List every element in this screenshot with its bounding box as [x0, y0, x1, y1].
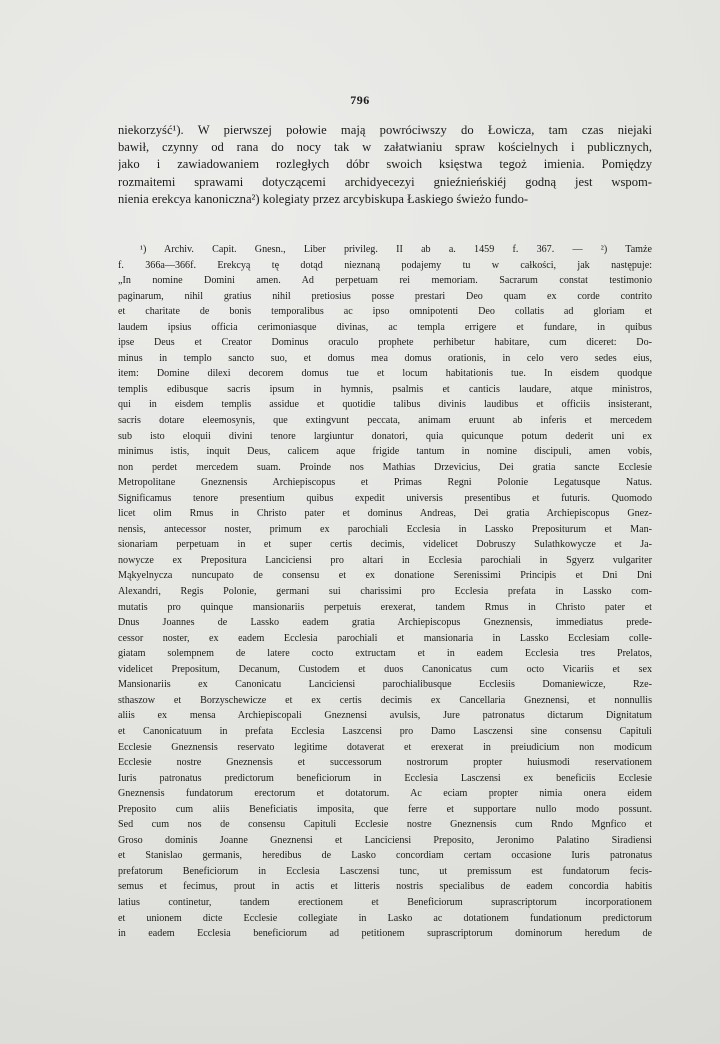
footnote-line: „In nomine Domini amen. Ad perpetuam rei memoriam. Sacrarum constat testimonio: [118, 275, 652, 287]
footnote-line: Iuris patronatus predictorum beneficiorum in Ecclesia Lasczensi ex beneficiis Ecclesie: [118, 772, 652, 784]
footnote-line: Significamus tenore presentium quibus expedit universis presentibus et futuris. Quomodo: [118, 492, 652, 504]
footnote-line: et Stanislao germanis, heredibus de Lasko concordiam certam occasione Iuris patronatus: [118, 850, 652, 862]
footnote-line: laudem ipsius officia cerimoniasque divinas, ac templa errigere et fundare, in quibus: [118, 321, 652, 333]
footnote-line: et unionem dicte Ecclesie collegiate in Lasko ac dotationem fundationum predictorum: [118, 912, 652, 924]
main-text-block: [118, 122, 652, 208]
footnote-line: f. 366a—366f. Erekcyą tę dotąd nieznaną podajemy tu w całkości, jak następuje:: [118, 259, 652, 271]
footnote-line: qui in eisdem templis assidue et quotidie talibus divinis laudibus et officiis insisterant,: [118, 399, 652, 411]
footnote-line: sacris dotare eleemosynis, que extingvunt peccata, animam eruunt ab inferis et mercedem: [118, 415, 652, 427]
footnote-line: templis edibusque sacris ipsum in hymnis, psalmis et canticis laudare, atque ministros,: [118, 383, 652, 395]
footnote-line: nowycze ex Prepositura Lanciciensi pro altari in Ecclesia parochiali in Sgyerz vulgariter: [118, 554, 652, 566]
footnotes-block: [118, 242, 652, 942]
footnote-line: Preposito cum aliis Beneficiatis imposita, que ferre et supportare nullo modo possunt.: [118, 803, 652, 815]
footnote-line: aliis ex mensa Archiepiscopali Gneznensi avulsis, Jure patronatus dictarum Dignitatum: [118, 710, 652, 722]
footnote-line: et Canonicatuum in prefata Ecclesia Laszcensi pro Damo Lasczensi sine consensu Capituli: [118, 725, 652, 737]
footnote-line: non perdet mercedem suam. Proinde nos Mathias Drzevicius, Dei gratia sancte Ecclesie: [118, 461, 652, 473]
footnote-line: Ecclesie Gneznensis reservato legitime dotaverat et erexerat in preiudicium non modicum: [118, 741, 652, 753]
footnote-line: ¹) Archiv. Capit. Gnesn., Liber privileg. II ab a. 1459 f. 367. — ²) Tamże: [140, 244, 652, 255]
footnote-line: paginarum, nihil gratius nihil pretiosius posse prestari Deo quam ex corde contrito: [118, 290, 652, 302]
main-text-line: bawił, czynny od rana do nocy tak w załatwianiu spraw kościelnych i publicznych,: [118, 140, 652, 155]
footnote-line: sionariam perpetuam in et super certis decimis, videlicet Dobruszy Sulathkowycze et Ja-: [118, 539, 652, 551]
footnote-line: latius continetur, tandem erectionem et Beneficiorum suprascriptorum incorporationem: [118, 896, 652, 908]
footnote-line: sub isto eloquii divini tenore largiuntur donatori, quia quicunque potum dederit uni ex: [118, 430, 652, 442]
footnote-line: Groso dominis Joanne Gneznensi et Lanciciensi Preposito, Jeronimo Palatino Siradiensi: [118, 834, 652, 846]
footnote-line: videlicet Prepositum, Decanum, Custodem et duos Canonicatus cum octo Vicariis et sex: [118, 663, 652, 675]
footnote-line: et charitate de bonis temporalibus ac ipso omnipotenti Deo collatis ad gloriam et: [118, 306, 652, 318]
footnote-line: Gneznensis fundatorum erectorum et dotatorum. Ac eciam propter nimia onera eidem: [118, 788, 652, 800]
footnote-line: item: Domine dilexi decorem domus tue et locum habitationis tue. In eisdem quodque: [118, 368, 652, 380]
footnote-line: in eadem Ecclesia beneficiorum ad petitionem suprascriptorum dominorum heredum de: [118, 928, 652, 940]
footnote-line: Sed cum nos de consensu Capituli Ecclesie nostre Gneznensis cum Rndo Mgnfico et: [118, 819, 652, 831]
footnote-line: nensis, antecessor noster, primum ex parochiali Ecclesia in Lassko Prepositurum et Man-: [118, 523, 652, 535]
footnote-line: semus et fecimus, prout in actis et litteris nostris specialibus de eadem concordia habitis: [118, 881, 652, 893]
footnote-line: licet olim Rmus in Christo pater et dominus Andreas, Dei gratia Archiepiscopus Gnez-: [118, 508, 652, 520]
footnote-line: cessor noster, ex eadem Ecclesia parochiali et mansionaria in Lassko Ecclesiam colle-: [118, 632, 652, 644]
footnote-line: Mąkyelnycza nuncupato de consensu et ex donatione Serenissimi Principis et Dni Dni: [118, 570, 652, 582]
footnote-line: sthaszow et Borzyschewicze et ex certis decimis ex Cancellaria Gneznensi, et nonnullis: [118, 694, 652, 706]
footnote-line: Ecclesie nostre Gneznensis et successorum nostrorum propter huiusmodi reservationem: [118, 757, 652, 769]
footnote-line: giatam solempnem de latere cocto extructam et in eadem Ecclesia tres Prelatos,: [118, 648, 652, 660]
footnote-line: minimus istis, inquit Deus, calicem aque frigide tantum in nomine discipuli, amen vobis,: [118, 446, 652, 458]
footnote-line: Alexandri, Regis Polonie, germani sui charissimi pro Ecclesia prefata in Lassko com-: [118, 586, 652, 598]
footnote-line: mutatis pro quinque mansionariis perpetuis erexerat, tandem Rmus in Christo pater et: [118, 601, 652, 613]
footnote-line: prefatorum Beneficiorum in Ecclesia Lasczensi tunc, ut premissum est fundatorum fecis-: [118, 865, 652, 877]
main-text-line: jako i zawiadowaniem rozległych dóbr swoich księstwa tegoż imienia. Pomiędzy: [118, 157, 652, 172]
footnote-line: Mansionariis ex Canonicatu Lanciciensi parochialibusque Ecclesiis Domaniewicze, Rze-: [118, 679, 652, 691]
footnote-line: ipse Deus et Creator Dominus oraculo prophete perhibetur habitare, cum diceret: Do-: [118, 337, 652, 349]
footnote-line: Dnus Joannes de Lassko eadem gratia Archiepiscopus Gneznensis, immediatus prede-: [118, 617, 652, 629]
page-number: 796: [350, 93, 370, 107]
main-text-line: rozmaitemi sprawami dotyczącemi archidyecezyi gnieźnieńskiéj godną jest wspom-: [118, 174, 652, 189]
footnote-line: Metropolitane Gneznensis Archiepiscopus et Primas Regni Polonie Legatusque Natus.: [118, 477, 652, 489]
main-text-line: niekorzyść¹). W pierwszej połowie mają powróciwszy do Łowicza, tam czas niejaki: [118, 123, 652, 137]
footnote-line: minus in templo sancto suo, et domus mea domus orationis, in celo vero sedes eius,: [118, 352, 652, 364]
main-text-line: nienia erekcya kanoniczna²) kolegiaty przez arcybiskupa Łaskiego świeżo fundo-: [118, 191, 529, 206]
